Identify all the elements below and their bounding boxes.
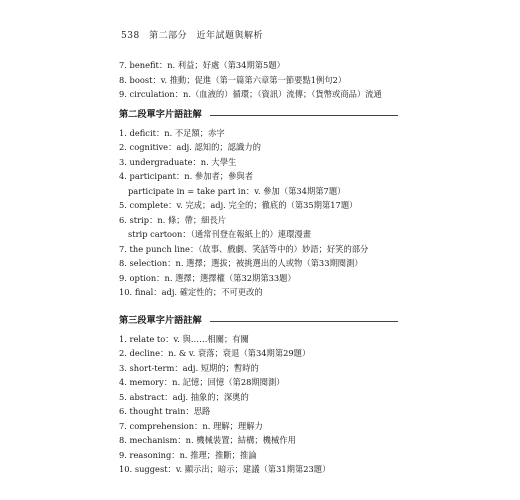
vocab-subentry: participate in = take part in：v. 參加（第34期第7題） (128, 185, 346, 196)
vocab-entry: 7. comprehension：n. 理解；理解力 (119, 420, 263, 431)
section-heading-rule (210, 115, 398, 116)
vocab-entry: 4. memory：n. 記憶；回憶（第28期閱測） (119, 377, 285, 387)
chapter-title: 近年試題與解析 (196, 31, 263, 41)
intro-entries (119, 58, 419, 102)
vocab-section (119, 300, 419, 477)
vocab-entry: 5. abstract：adj. 抽象的；深奧的 (119, 391, 249, 402)
vocab-entry: 10. suggest：v. 顯示出；暗示；建議（第31期第23題） (119, 464, 331, 474)
vocab-entry: 10. final：adj. 確定性的；不可更改的 (119, 287, 263, 297)
vocab-entry: 3. undergraduate：n. 大學生 (119, 156, 237, 167)
running-head (121, 28, 269, 41)
vocab-entry: 2. cognitive：adj. 認知的；認識力的 (119, 142, 261, 152)
section-gap (119, 300, 419, 308)
vocab-subentry: strip cartoon：（通常刊登在報紙上的）連環漫畫 (128, 229, 311, 239)
vocab-entry: 9. circulation：n.（血液的）循環；（資訊）流傳；（貨幣或商品）流通 (119, 89, 382, 99)
vocab-section (119, 108, 419, 300)
vocab-entry: 8. boost：v. 推動；促進（第一篇第六章第一節要點1例句2） (119, 74, 347, 85)
vocab-entry: 1. deficit：n. 不足額；赤字 (119, 127, 225, 138)
vocab-entry: 2. decline：n. & v. 衰落；衰退（第34期第29題） (119, 348, 311, 358)
page-number: 538 (121, 31, 140, 41)
vocab-entry: 8. selection：n. 選擇；選拔；被挑選出的人或物（第33期閱測） (119, 258, 363, 268)
section-heading (119, 108, 419, 124)
vocab-entry: 6. thought train：思路 (119, 406, 211, 416)
vocab-entry: 8. mechanism：n. 機械裝置；結構；機械作用 (119, 435, 296, 445)
vocab-entry: 9. reasoning：n. 推理；推斷；推論 (119, 449, 257, 460)
vocab-entry: 7. the punch line：（故事、戲劇、笑話等中的）妙語；好笑的部分 (119, 243, 369, 254)
vocab-entry: 5. complete：v. 完成；adj. 完全的；徹底的（第35期第17題） (119, 200, 358, 210)
section-heading (119, 314, 419, 330)
part-label: 第二部分 (149, 31, 188, 41)
section-heading-text: 第三段單字片語註解 (119, 315, 202, 327)
vocabulary-content (119, 58, 419, 477)
vocab-entry: 6. strip：n. 條；帶；細長片 (119, 214, 227, 225)
vocab-entry: 9. option：n. 選擇；選擇權（第32期第33題） (119, 272, 296, 283)
section-heading-text: 第二段單字片語註解 (119, 109, 202, 121)
section-heading-rule (210, 321, 398, 322)
vocabulary-sections (119, 108, 419, 477)
vocab-entry: 4. participant：n. 參加者；參與者 (119, 171, 253, 181)
vocab-entry: 1. relate to：v. 與……相關；有關 (119, 333, 249, 344)
vocab-entry: 7. benefit：n. 利益；好處（第34期第5題） (119, 60, 285, 70)
vocab-entry: 3. short-term：adj. 短期的；暫時的 (119, 362, 259, 373)
